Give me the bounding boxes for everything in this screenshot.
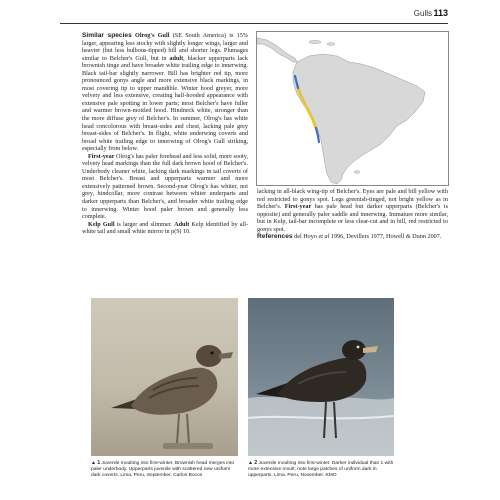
section-heading: References <box>257 233 293 241</box>
photo-caption-1 <box>91 461 239 479</box>
right-text-column <box>257 188 448 241</box>
kelp-gull-continuation <box>257 188 448 233</box>
kelp-gull-paragraph <box>82 221 248 236</box>
age-term: First-year <box>284 203 312 211</box>
age-term: Adult <box>174 220 190 228</box>
species-name: Kelp Gull <box>88 220 115 228</box>
age-term: adult <box>169 54 184 62</box>
caption-text: Juvenile moulting into first-winter. Darker individual than 1 with more extensive moult; note large patches of uniform dark in upperparts. Lima, Peru, November. KMO <box>248 461 394 478</box>
central-america-shape <box>257 38 297 62</box>
photo-juvenile-1 <box>91 298 238 456</box>
gull-photo-2 <box>248 298 394 456</box>
photo-juvenile-2 <box>248 298 394 456</box>
caption-marker: ▲ 1 <box>91 460 101 466</box>
header-rule <box>60 23 448 24</box>
island-shape <box>354 171 360 174</box>
caption-text: Juvenile moulting into first-winter. Brownish head merges into paler underbody. Upperparts juvenile with scattered new uniform dark coverts. Lima, Peru, September. Carlos Bocos <box>91 461 235 478</box>
range-map <box>256 31 449 186</box>
similar-species-paragraph <box>82 32 248 153</box>
page-header <box>60 8 448 24</box>
text-run: lacking in all-black wing-tip of Belcher's. Eyes are pale and bill yellow with red restricted to gonys spot. Legs greenish-tinged, not bright yellow as in Belcher's. <box>257 188 448 211</box>
references-paragraph <box>257 233 448 241</box>
island-shape <box>327 43 335 46</box>
text-run: is larger and slimmer. <box>114 220 175 228</box>
running-head: Gulls <box>413 9 432 18</box>
species-name: Olrog's Gull <box>135 32 170 39</box>
caption-marker: ▲ 2 <box>248 460 258 466</box>
text-run: Olrog's has paler forehead and less solid, more sooty, velvety head markings than the full dark brown hood of Belcher's. Underbody cleaner white, lacking dark markings in tail coverts of most Belcher's. Breast and upperparts warmer and more extensively patterned brown. Second-year Olrog's has whiter, not grey, hindcollar, more contrast between whiter underparts and darker upperparts than Belcher's, and broader white trailing edge to innerwing. Winter hood paler brown and generally less complete. <box>82 152 248 221</box>
text-run: (SE South America) is 15% larger, appearing less stocky with slightly longer wings, larger and heavier (but less bulbous-tipped) bill and shorter legs. Plumages similar to Belcher's Gull, but in <box>82 32 248 62</box>
text-run: has pale head but darker upperparts (Belcher's is opposite) and generally paler saddle and innerwing. Immature more similar, but in Kelp, tail-bar incomplete or less clear-cut and in bill, red restricted to gonys spot. <box>257 203 448 233</box>
island-shape <box>309 40 321 43</box>
range-map-graphic <box>257 32 448 185</box>
page-number: 113 <box>433 8 448 18</box>
text-run: 1996, Devillers 1977, Howell & Dunn 2007. <box>329 233 442 241</box>
gull-photo-1 <box>91 298 238 456</box>
text-run: del Hoyo <box>292 233 319 241</box>
text-run: , blacker upperparts lack brownish tinge and have broader white trailing edge to innerwing. Black tail-bar slightly narrower. Bill has brighter red tip, more pronounced gonys angle and more extensive black markings, in most covering tip to upper mandible. Winter hood greyer, more velvety and less extensive, creating half-hooded appearance with extensive pale spotting in lower parts; most Belcher's have fuller and warmer brown-mottled hood. Hindneck white, stronger than the more diffuse grey of Belcher's. In summer, Olrog's has white head concolorous with breast-sides and chest, lacking pale grey breast-sides of Belcher's. In flight, white underwing coverts and broad white trailing edge to innerwing of Olrog's Gull striking, especially from below. <box>82 54 248 153</box>
photo-caption-2 <box>248 461 396 479</box>
left-text-column <box>82 32 248 236</box>
text-run: Kelp identified by all-white tail and small white mirror in p(9) 10. <box>82 220 248 236</box>
text-run: et al <box>318 233 330 241</box>
age-term: First-year <box>88 152 115 160</box>
first-year-paragraph <box>82 153 248 221</box>
section-heading: Similar species <box>82 32 132 39</box>
